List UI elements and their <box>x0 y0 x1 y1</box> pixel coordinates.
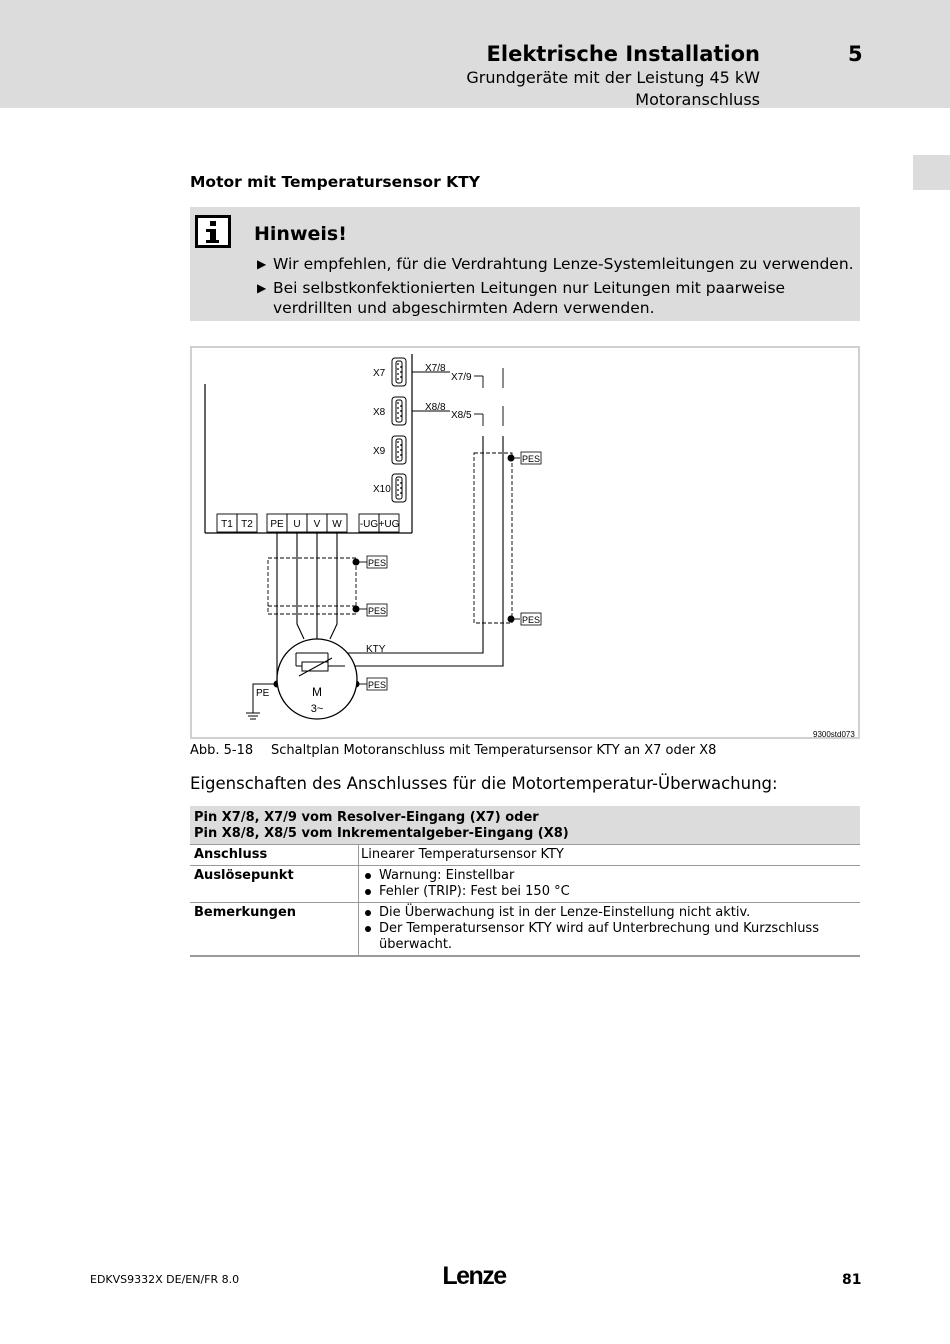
row-value: Linearer Temperatursensor KTY <box>359 845 861 866</box>
note-box <box>190 207 860 321</box>
drawing-id: 9300std073 <box>813 730 855 739</box>
document-id: EDKVS9332X DE/EN/FR 8.0 <box>90 1273 240 1286</box>
header-subsection: Motoranschluss <box>635 90 760 109</box>
motor-label: M <box>312 685 322 699</box>
list-item: Warnung: Einstellbar <box>361 868 856 884</box>
drive-outline <box>205 354 412 533</box>
header-subtitle: Grundgeräte mit der Leistung 45 kW <box>466 68 760 87</box>
header-title: Elektrische Installation <box>486 42 760 66</box>
chapter-number: 5 <box>848 42 863 66</box>
table-header-line: Pin X8/8, X8/5 vom Inkrementalgeber-Eingang (X8) <box>194 826 569 841</box>
triangle-bullet-icon: ▶ <box>257 257 267 271</box>
terminal-t1: T1 <box>221 519 233 530</box>
row-key: Bemerkungen <box>190 903 359 957</box>
list-item: Fehler (TRIP): Fest bei 150 °C <box>361 884 856 900</box>
properties-heading: Eigenschaften des Anschlusses für die Motortemperatur-Überwachung: <box>190 774 778 793</box>
pin-label-x8-8: X8/8 <box>425 402 446 413</box>
table-row <box>190 845 860 866</box>
note-item: ▶ Wir empfehlen, für die Verdrahtung Lenze-Systemleitungen zu verwenden. <box>257 255 854 273</box>
properties-table <box>190 806 860 957</box>
list-item: Der Temperatursensor KTY wird auf Unterbrechung und Kurzschluss überwacht. <box>361 921 856 953</box>
pe-ground-label: PE <box>256 688 270 699</box>
pin-label-x7-9: X7/9 <box>451 372 472 383</box>
terminal-t2: T2 <box>241 519 253 530</box>
pes-label: PES <box>522 454 541 464</box>
kty-label: KTY <box>366 644 386 655</box>
table-header-row <box>190 806 860 845</box>
table-row <box>190 903 860 957</box>
row-key: Auslösepunkt <box>190 866 359 903</box>
connector-label-x10: X10 <box>373 484 391 495</box>
motor-phase-label: 3~ <box>310 703 324 715</box>
wiring-diagram <box>190 346 860 739</box>
pin-label-x8-5: X8/5 <box>451 410 472 421</box>
page-number: 81 <box>842 1272 862 1288</box>
terminal-plus-ug: +UG <box>378 519 400 530</box>
triangle-bullet-icon: ▶ <box>257 281 267 295</box>
connector-label-x7: X7 <box>373 368 386 379</box>
terminal-minus-ug: -UG <box>359 519 379 530</box>
figure-caption: Schaltplan Motoranschluss mit Temperatursensor KTY an X7 oder X8 <box>271 743 717 758</box>
figure-number: Abb. 5-18 <box>190 743 254 758</box>
pes-label: PES <box>368 558 387 568</box>
terminal-u: U <box>293 519 301 530</box>
pes-label: PES <box>368 680 387 690</box>
info-icon <box>195 215 231 248</box>
header-band <box>0 0 950 108</box>
table-row <box>190 866 860 903</box>
pes-label: PES <box>368 606 387 616</box>
sub-d-connectors <box>392 358 406 502</box>
section-title: Motor mit Temperatursensor KTY <box>190 173 480 191</box>
terminal-v: V <box>313 519 321 530</box>
terminal-w: W <box>332 519 342 530</box>
chapter-tab <box>913 155 950 190</box>
pin-label-x7-8: X7/8 <box>425 363 446 374</box>
svg-text:Lenze: Lenze <box>442 1262 506 1290</box>
pes-label: PES <box>522 615 541 625</box>
list-item: Die Überwachung ist in der Lenze-Einstellung nicht aktiv. <box>361 905 856 921</box>
note-title: Hinweis! <box>254 223 347 245</box>
row-key: Anschluss <box>190 845 359 866</box>
terminal-pe: PE <box>270 519 284 530</box>
table-header-line: Pin X7/8, X7/9 vom Resolver-Eingang (X7) oder <box>194 810 539 825</box>
note-item: ▶ Bei selbstkonfektionierten Leitungen nur Leitungen mit paarweise verdrillten und abgeschirmten Adern verwenden. <box>257 279 786 317</box>
connector-label-x8: X8 <box>373 407 386 418</box>
connector-label-x9: X9 <box>373 446 386 457</box>
lenze-logo-icon <box>435 1260 513 1290</box>
